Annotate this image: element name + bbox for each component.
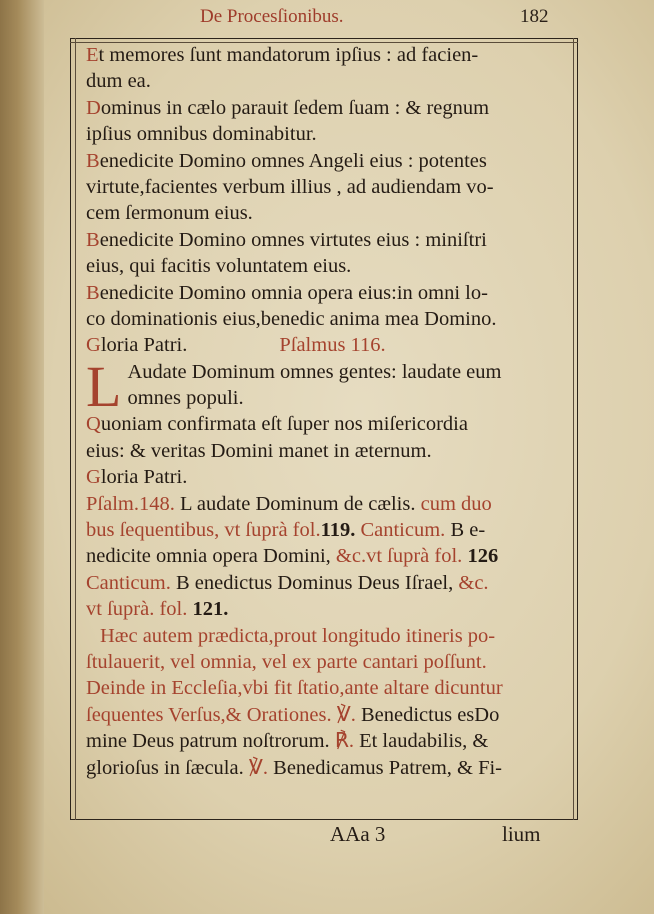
- frame-rule-right: [573, 38, 574, 820]
- psalm-heading: Pſalmus 116.: [279, 334, 386, 357]
- rubric-line: Canticum. B enedictus Dominus Deus Iſrael, &c.: [86, 571, 489, 594]
- text-line: ipſius omnibus dominabitur.: [86, 123, 317, 146]
- text-line: Dominus in cælo parauit ſedem ſuam : & regnum: [86, 96, 490, 119]
- text-line: Gloria Patri.: [86, 466, 188, 489]
- signature-mark: AAa 3: [330, 822, 386, 846]
- laudate-verse: L Audate Dominum omnes gentes: laudate eum omnes populi.: [86, 353, 502, 419]
- text-line: Quoniam confirmata eſt ſuper nos miſericordia: [86, 413, 468, 436]
- text-line: Benedicite Domino omnes Angeli eius : potentes: [86, 149, 487, 172]
- text-block: [86, 42, 572, 781]
- catchword: lium: [502, 822, 541, 846]
- gloria-line: Gloria Patri. Pſalmus 116.: [86, 334, 386, 357]
- versicle-line: mine Deus patrum noſtrorum. ℟. Et laudabilis, &: [86, 730, 489, 753]
- rubric-line: ſtulauerit, vel omnia, vel ex parte cantari poſſunt.: [86, 651, 487, 673]
- rubric-line: vt ſuprà. fol. 121.: [86, 598, 229, 621]
- text-line: eius: & veritas Domini manet in æternum.: [86, 439, 432, 462]
- frame-rule-left: [75, 38, 76, 820]
- drop-capital: L: [86, 353, 122, 419]
- versicle-line: ſequentes Verſus,& Orationes. ℣. Benedictus esDo: [86, 703, 500, 726]
- rubric-line: nedicite omnia opera Domini, &c.vt ſuprà fol. 126: [86, 545, 499, 568]
- text-line: eius, qui facitis voluntatem eius.: [86, 255, 352, 278]
- text-line: Benedicite Domino omnes virtutes eius : miniſtri: [86, 228, 487, 251]
- text-line: Et memores ſunt mandatorum ipſius : ad facien-: [86, 44, 479, 66]
- running-title: De Procesſionibus.: [200, 6, 344, 27]
- text-line: co dominationis eius,benedic anima mea Domino.: [86, 307, 497, 330]
- text-line: virtute,facientes verbum illius , ad audiendam vo-: [86, 175, 494, 198]
- text-line: Benedicite Domino omnia opera eius:in omni lo-: [86, 281, 488, 304]
- text-line: dum ea.: [86, 70, 151, 93]
- rubric-line: Pſalm.148. L audate Dominum de cælis. cum duo: [86, 492, 492, 515]
- binding-gutter: [0, 0, 44, 914]
- rubric-line: bus ſequentibus, vt ſuprà fol.119. Canticum. B e-: [86, 519, 486, 542]
- rubric-line: Hæc autem prædicta,prout longitudo itineris po-: [100, 624, 496, 647]
- versicle-line: glorioſus in ſæcula. ℣. Benedicamus Patrem, & Fi-: [86, 756, 503, 779]
- folio-number: 182: [520, 6, 549, 27]
- rubric-line: Deinde in Eccleſia,vbi fit ſtatio,ante altare dicuntur: [86, 677, 503, 700]
- running-head: [200, 6, 560, 28]
- text-line: cem ſermonum eius.: [86, 202, 253, 225]
